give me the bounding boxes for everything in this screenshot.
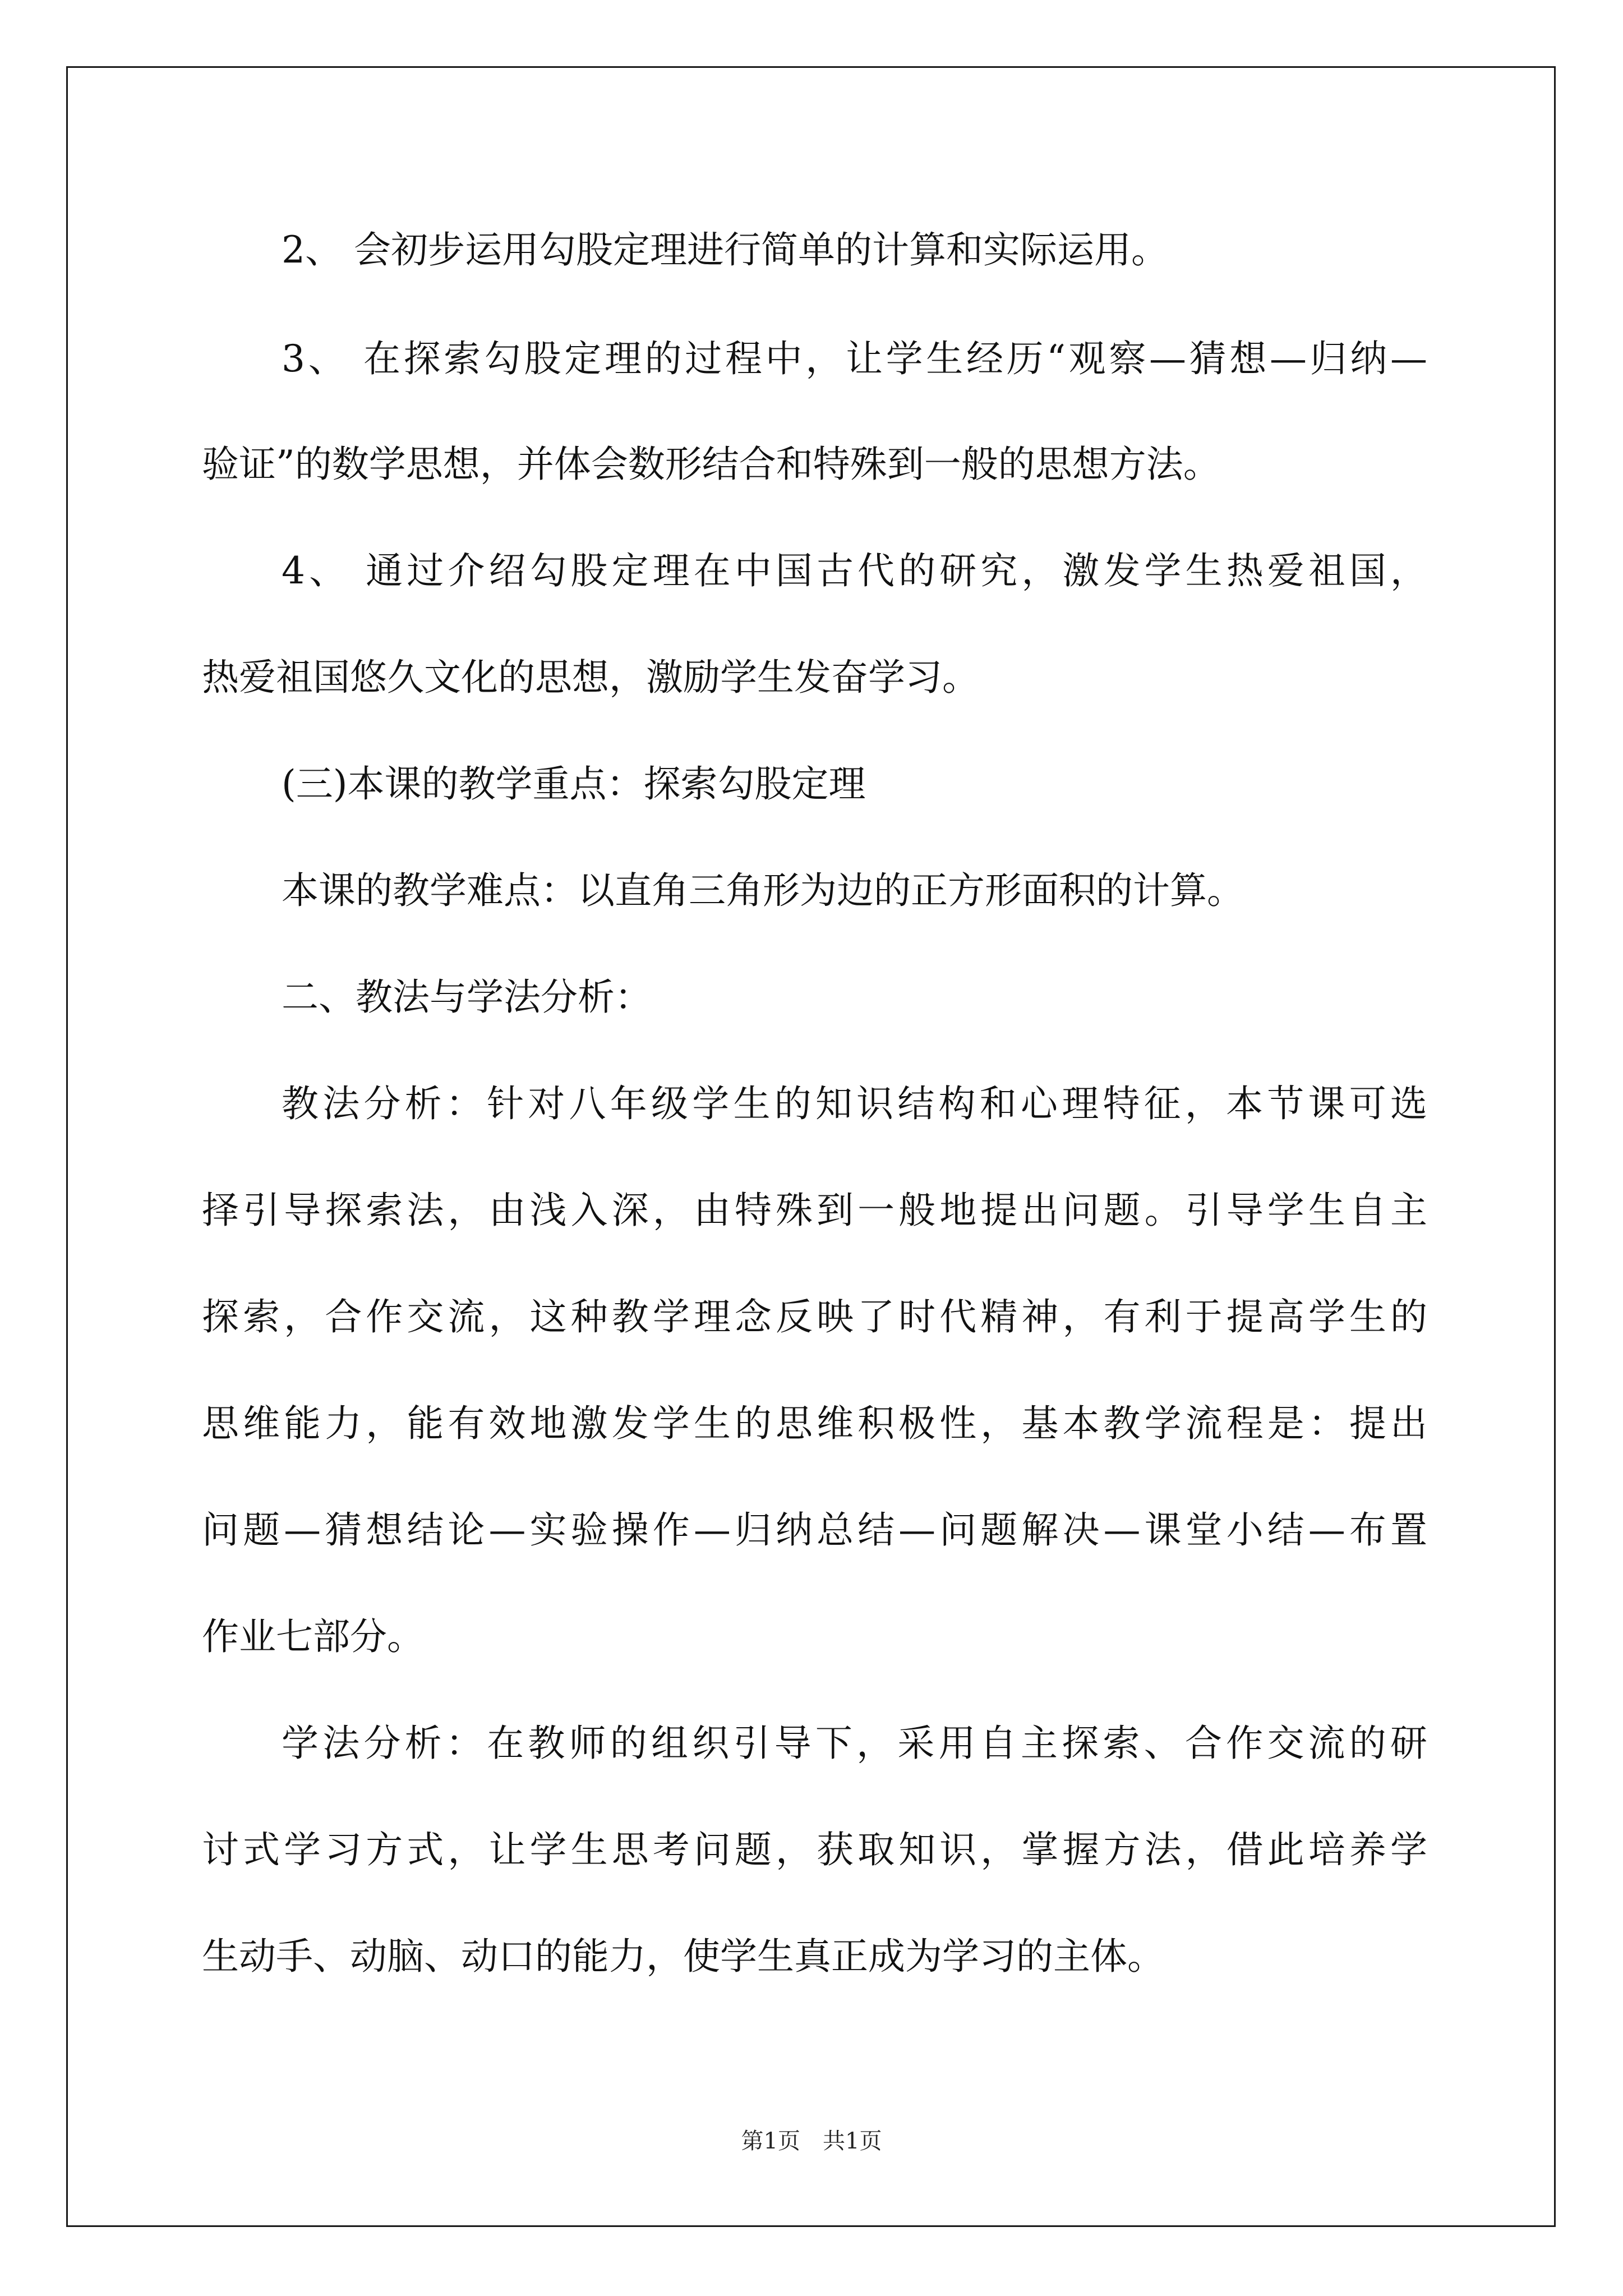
paragraph-teaching-method-line-4: 思维能力，能有效地激发学生的思维积极性，基本教学流程是：提出 [202, 1402, 1427, 1445]
paragraph-teaching-method-line-6: 作业七部分。 [202, 1615, 424, 1658]
page-border [66, 66, 1556, 2227]
page-number-footer: 第1页 共1页 [741, 2128, 882, 2154]
paragraph-objective-3-line-2: 验证”的数学思想，并体会数形结合和特殊到一般的思想方法。 [202, 443, 1220, 486]
section-heading-key-points: (三)本课的教学重点：探索勾股定理 [282, 762, 866, 806]
paragraph-teaching-method-line-3: 探索，合作交流，这种教学理念反映了时代精神，有利于提高学生的 [202, 1295, 1427, 1338]
paragraph-teaching-method-line-1: 教法分析：针对八年级学生的知识结构和心理特征，本节课可选 [282, 1082, 1427, 1125]
paragraph-teaching-method-line-2: 择引导探索法，由浅入深，由特殊到一般地提出问题。引导学生自主 [202, 1189, 1427, 1232]
paragraph-objective-3-line-1: 3、 在探索勾股定理的过程中，让学生经历“观察—猜想—归纳— [282, 337, 1427, 380]
paragraph-objective-4-line-2: 热爱祖国悠久文化的思想，激励学生发奋学习。 [202, 656, 979, 699]
paragraph-teaching-method-line-5: 问题—猜想结论—实验操作—归纳总结—问题解决—课堂小结—布置 [202, 1508, 1427, 1552]
paragraph-objective-2: 2、 会初步运用勾股定理进行简单的计算和实际运用。 [282, 228, 1168, 272]
paragraph-objective-4-line-1: 4、 通过介绍勾股定理在中国古代的研究，激发学生热爱祖国， [282, 549, 1427, 592]
paragraph-learning-method-line-2: 讨式学习方式，让学生思考问题，获取知识，掌握方法，借此培养学 [202, 1828, 1427, 1871]
paragraph-learning-method-line-1: 学法分析：在教师的组织引导下，采用自主探索、合作交流的研 [282, 1722, 1427, 1765]
paragraph-learning-method-line-3: 生动手、动脑、动口的能力，使学生真正成为学习的主体。 [202, 1935, 1164, 1978]
paragraph-difficult-points: 本课的教学难点：以直角三角形为边的正方形面积的计算。 [282, 869, 1244, 912]
section-heading-methods: 二、教法与学法分析： [282, 976, 652, 1019]
